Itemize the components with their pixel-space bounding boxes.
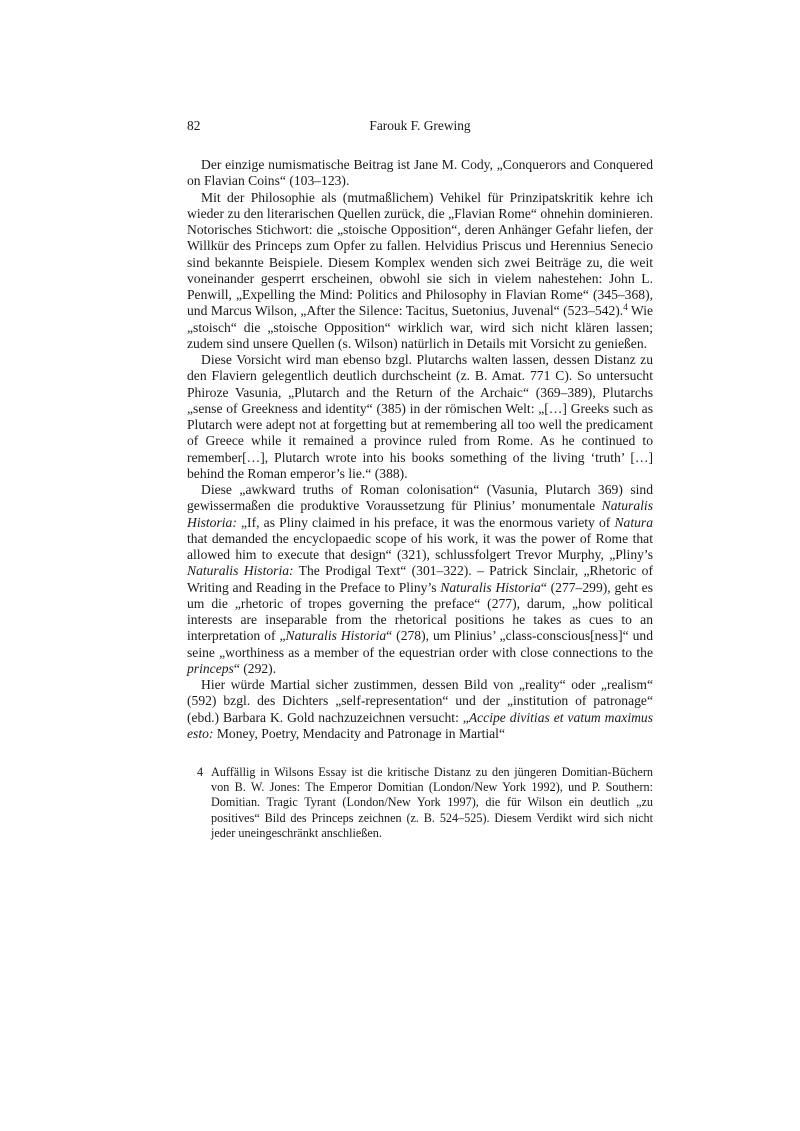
body-text bbox=[187, 157, 653, 742]
document-page bbox=[187, 118, 653, 841]
text-run: Money, Poetry, Mendacity and Patronage in Martial“ bbox=[213, 725, 505, 741]
italic-run: Naturalis Historia bbox=[440, 579, 541, 595]
text-run: „If, as Pliny claimed in his preface, it was the enormous variety of bbox=[236, 514, 615, 530]
running-head-author: Farouk F. Grewing bbox=[369, 118, 471, 133]
italic-run: Naturalis Historia: bbox=[187, 498, 653, 530]
footnote-number: 4 bbox=[197, 765, 204, 779]
paragraph bbox=[187, 677, 653, 742]
footnote-ref[interactable]: 4 bbox=[623, 302, 628, 313]
text-run: Mit der Philosophie als (mutmaßlichem) Vehikel für Prinzipatskritik kehre ich wieder zu den literarischen Quellen zurück, die „Flavian Rome“ ohnehin dominieren. Notorisches Stichwort: die „stoische Opposition“, deren Anhänger Gefahr liefen, der Willkür des Princeps zum Opfer zu fallen. Helvidius Priscus und Herennius Senecio sind bekannte Beispiele. Diesem Komplex wenden sich zwei Beiträge zu, die weit voneinander gesperrt erscheinen, obwohl sie sich in vielem nahestehen: John L. Penwill, „Expelling the Mind: Politics and Philosophy in Flavian Rome“ (345–368), und Marcus Wilson, „After the Silence: Tacitus, Suetonius, Juvenal“ (523–542). bbox=[187, 189, 653, 319]
footnote bbox=[187, 765, 653, 841]
italic-run: Naturalis Historia bbox=[285, 628, 387, 644]
text-run: that demanded the encyclopaedic scope of his work, it was the power of Rome that allowed him to execute that design“ (321), schlussfolgert Trevor Murphy, „Pliny’s bbox=[187, 530, 653, 562]
text-run: Diese Vorsicht wird man ebenso bzgl. Plutarchs walten lassen, dessen Distanz zu den Flaviern gelegentlich deutlich durchscheint (z. B. Amat. 771 C). So untersucht Phiroze Vasunia, „Plutarch and the Return of the Archaic“ (369–389), Plutarchs „sense of Greekness and identity“ (385) in der römischen Welt: „[…] Greeks such as Plutarch were adept not at forgetting but at remembering all too well the predicament of Greece while it remained a province ruled from Rome. As he continued to remember[…], Plutarch wrote into his books something of the living ‘truth’ […] behind the Roman emperor’s lie.“ (388). bbox=[187, 352, 653, 481]
text-run: Hier würde Martial sicher zustimmen, dessen Bild von „reality“ oder „realism“ (592) bzgl. des Dichters „self-representation“ und der „institution of patronage“ (ebd.) Barbara K. Gold nachzuzeichnen versucht: „ bbox=[187, 677, 653, 725]
text-run: Wie „stoisch“ die „stoische Opposition“ wirklich war, wird sich nicht klären lassen; zudem sind unsere Quellen (s. Wilson) natürlich in Details mit Vorsicht zu genießen. bbox=[187, 303, 654, 351]
italic-run: princeps bbox=[187, 660, 234, 676]
running-head bbox=[187, 118, 653, 138]
paragraph bbox=[187, 352, 653, 482]
text-run: Diese „awkward truths of Roman colonisation“ (Vasunia, Plutarch 369) sind gewissermaßen die produktive Voraussetzung für Plinius’ monumentale bbox=[187, 482, 653, 514]
text-run: “ (277–299), geht es um die „rhetoric of tropes governing the preface“ (277), darum, „how political interests are inseparable from the rhetorical positions he takes as cues to an interpretation of „ bbox=[187, 579, 653, 644]
text-run: Der einzige numismatische Beitrag ist Jane M. Cody, „Conquerors and Conquered on Flavian Coins“ (103–123). bbox=[187, 157, 653, 189]
text-run: “ (292). bbox=[233, 660, 277, 676]
italic-run: Natura bbox=[614, 514, 653, 530]
italic-run: Accipe divitias et vatum maximus esto: bbox=[187, 709, 653, 741]
footnote-text: Auffällig in Wilsons Essay ist die kritische Distanz zu den jüngeren Domitian-Büchern von B. W. Jones: The Emperor Domitian (London/New York 1992), und P. Southern: Domitian. Tragic Tyrant (London/New York 1997), die für Wilson ein deutlich „zu positives“ Bild des Princeps zeichnen (z. B. 524–525). Diesem Verdikt wird sich nicht jeder uneingeschränkt anschließen. bbox=[211, 765, 653, 840]
paragraph bbox=[187, 482, 653, 677]
page-number: 82 bbox=[187, 118, 201, 133]
text-run: The Prodigal Text“ (301–322). – Patrick Sinclair, „Rhetoric of Writing and Reading in the Preface to Pliny’s bbox=[187, 563, 653, 595]
paragraph bbox=[187, 157, 653, 190]
italic-run: Naturalis Historia: bbox=[187, 563, 294, 579]
text-run: “ (278), um Plinius’ „class-conscious[ness]“ und seine „worthiness as a member of the equestrian order with close connections to the bbox=[187, 628, 653, 660]
paragraph bbox=[187, 190, 653, 353]
